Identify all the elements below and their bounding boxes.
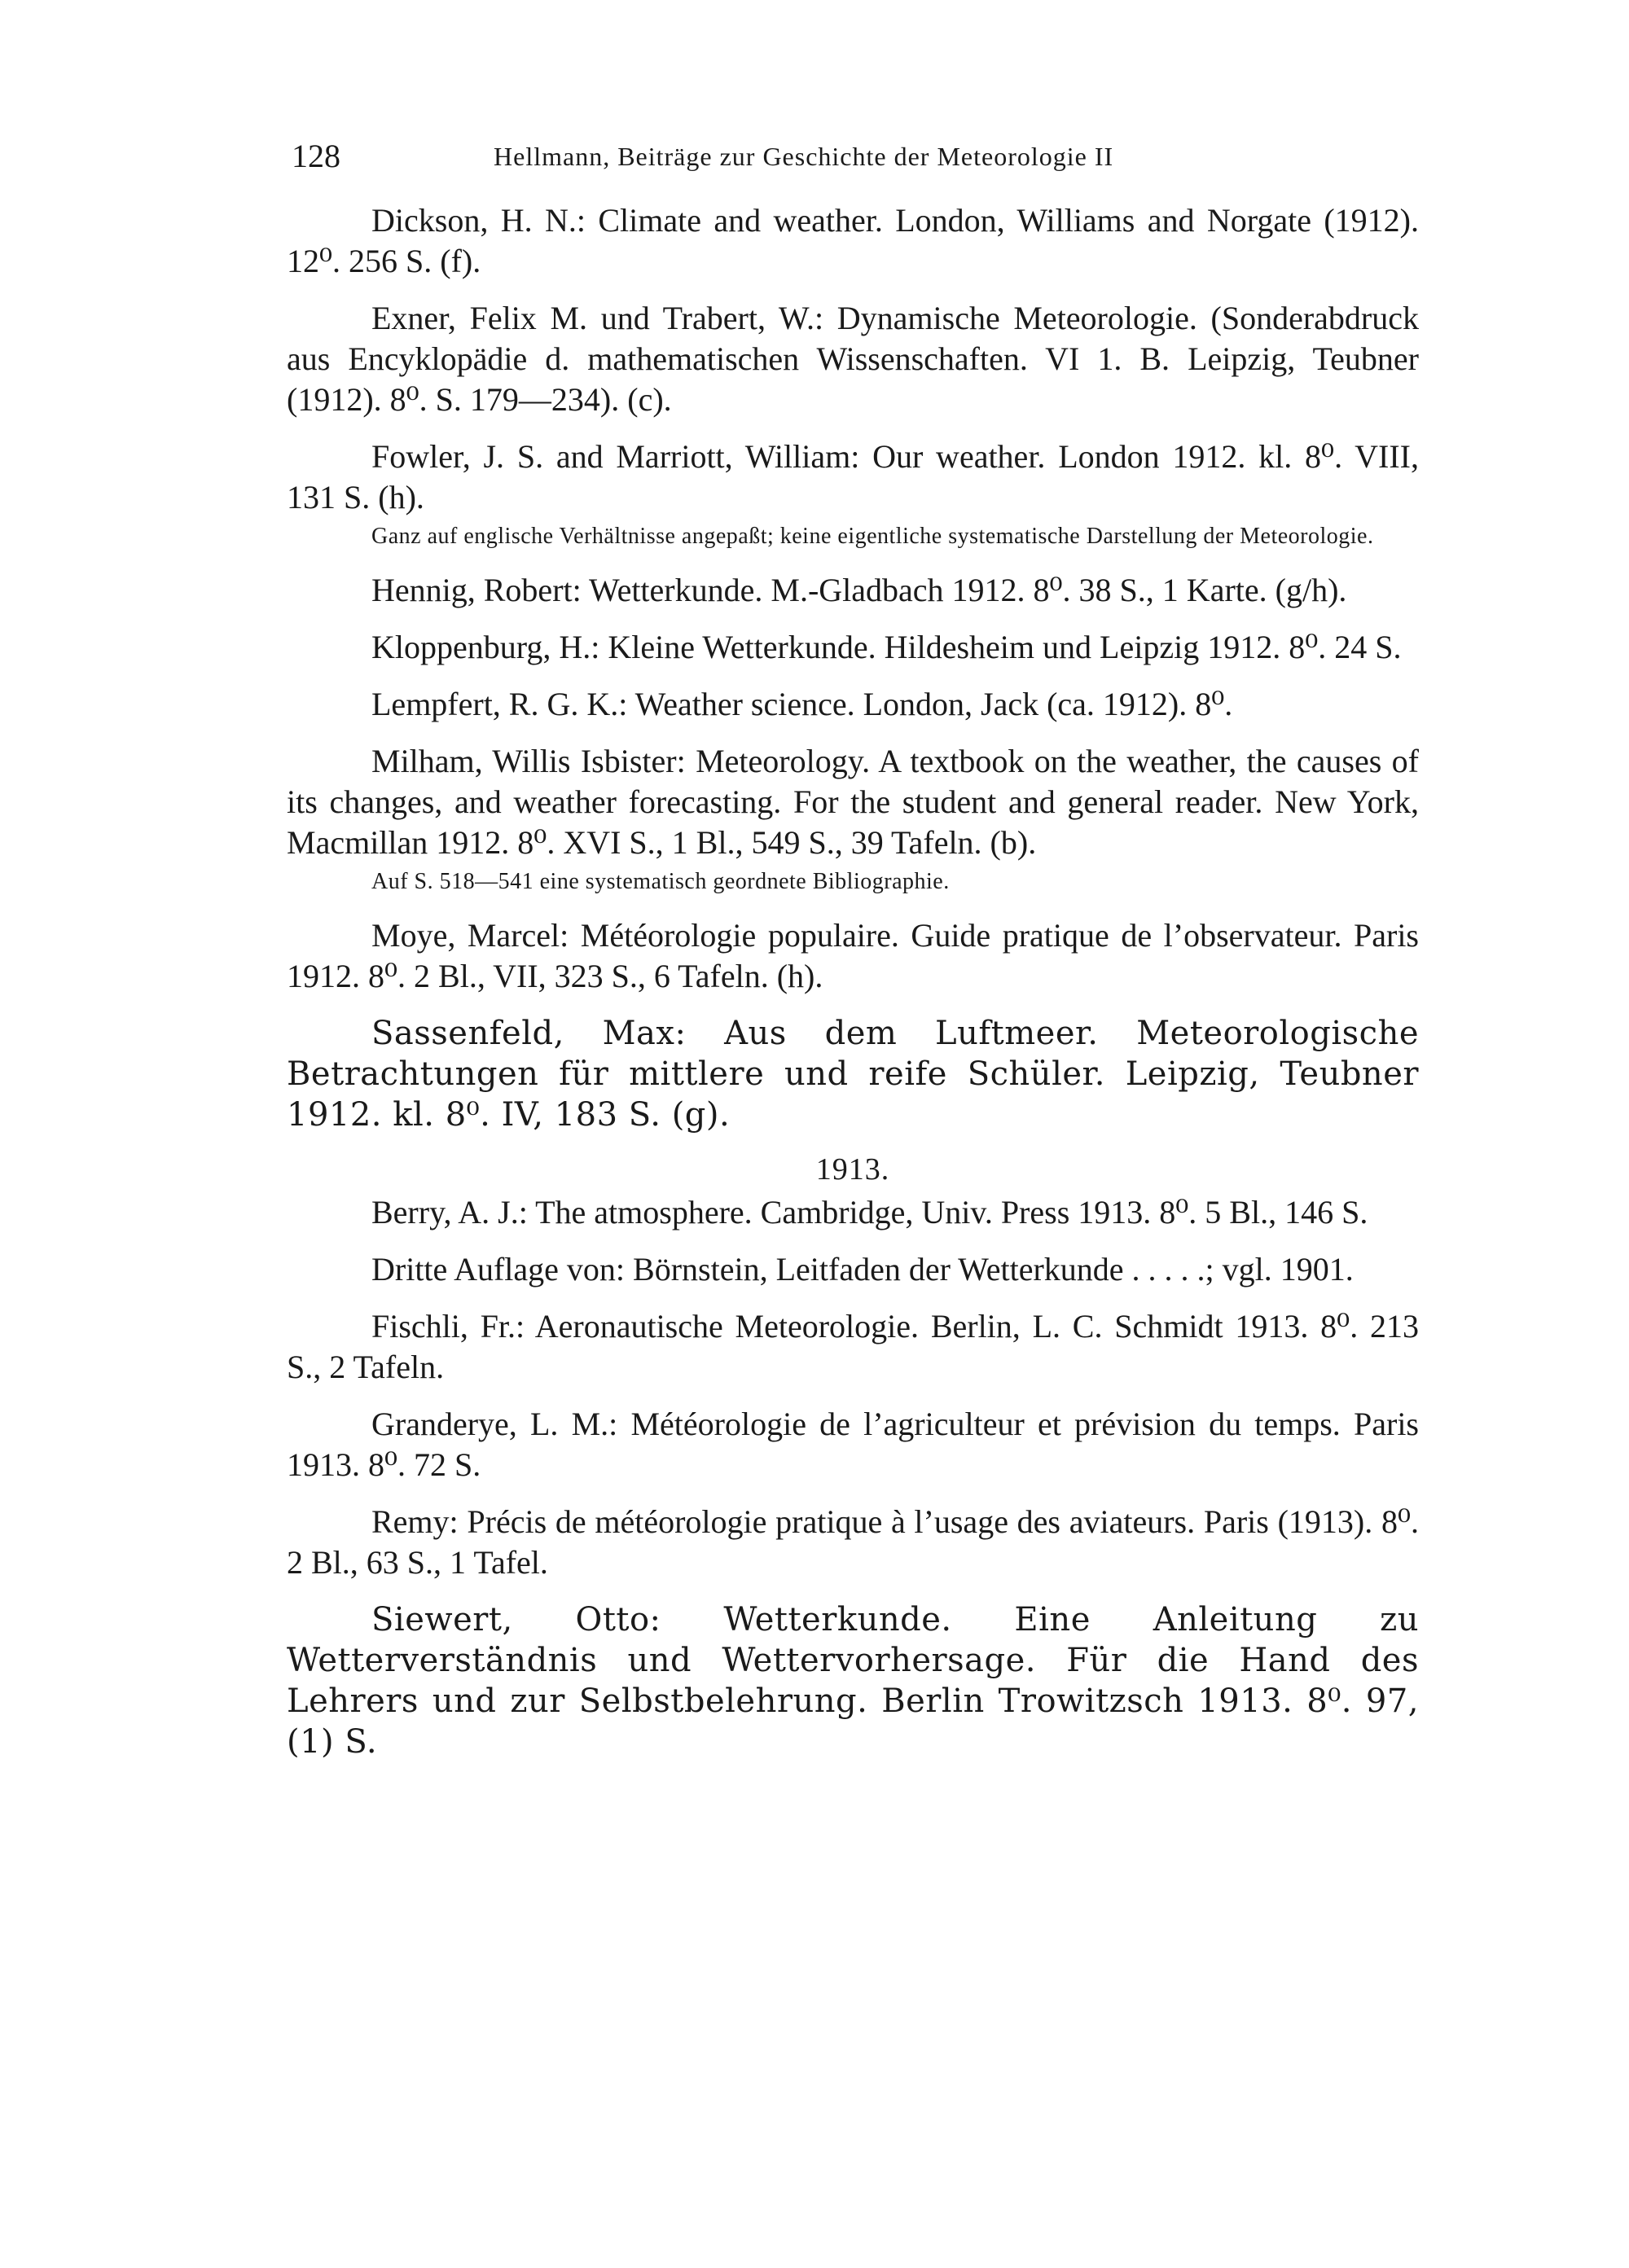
entry-berry: Berry, A. J.: The atmosphere. Cambridge, Univ. Press 1913. 8⁰. 5 Bl., 146 S.	[371, 1194, 1368, 1231]
running-title: Hellmann, Beiträge zur Geschichte der Meteorologie II	[494, 142, 1114, 171]
note-milham: Auf S. 518—541 eine systematisch geordnete Bibliographie.	[371, 869, 950, 894]
entry-granderye: Granderye, L. M.: Météorologie de l’agriculteur et prévision du temps. Paris 1913. 8⁰. 72 S.	[287, 1406, 1419, 1483]
entry-milham: Milham, Willis Isbister: Meteorology. A textbook on the weather, the causes of its changes, and weather forecasting. For the student and general reader. New York, Macmillan 1912. 8⁰. XVI S., 1 Bl., 549 S., 39 Tafeln. (b).	[287, 743, 1419, 861]
entry-exner: Exner, Felix M. und Trabert, W.: Dynamische Meteorologie. (Sonderabdruck aus Encyklopädie d. mathematischen Wissenschaften. VI 1. B. Leipzig, Teubner (1912). 8⁰. S. 179—234). (c).	[287, 300, 1419, 418]
year-heading: 1913.	[815, 1152, 890, 1187]
page-number: 128	[292, 138, 340, 174]
entry-hennig: Hennig, Robert: Wetterkunde. M.-Gladbach 1912. 8⁰. 38 S., 1 Karte. (g/h).	[371, 572, 1347, 608]
bibliography-list	[287, 200, 1419, 1779]
entry-remy: Remy: Précis de météorologie pratique à l’usage des aviateurs. Paris (1913). 8⁰. 2 Bl., 63 S., 1 Tafel.	[287, 1503, 1419, 1581]
entry-lempfert: Lempfert, R. G. K.: Weather science. London, Jack (ca. 1912). 8⁰.	[371, 686, 1233, 722]
entry-kloppenburg: Kloppenburg, H.: Kleine Wetterkunde. Hildesheim und Leipzig 1912. 8⁰. 24 S.	[371, 629, 1402, 665]
entry-fowler: Fowler, J. S. and Marriott, William: Our weather. London 1912. kl. 8⁰. VIII, 131 S. (h).	[287, 438, 1419, 515]
entry-dickson: Dickson, H. N.: Climate and weather. London, Williams and Norgate (1912). 12⁰. 256 S. (f).	[287, 202, 1419, 279]
entry-sassenfeld: Sassenfeld, Max: Aus dem Luftmeer. Meteorologische Betrachtungen für mittlere und reife Schüler. Leipzig, Teubner 1912. kl. 8⁰. IV, 183 S. (g).	[287, 1015, 1419, 1134]
entry-fischli: Fischli, Fr.: Aeronautische Meteorologie. Berlin, L. C. Schmidt 1913. 8⁰. 213 S., 2 Tafeln.	[287, 1308, 1419, 1385]
page-header	[292, 137, 1212, 178]
entry-moye: Moye, Marcel: Météorologie populaire. Guide pratique de l’observateur. Paris 1912. 8⁰. 2 Bl., VII, 323 S., 6 Tafeln. (h).	[287, 917, 1419, 994]
entry-dritte-auflage: Dritte Auflage von: Börnstein, Leitfaden der Wetterkunde . . . . .; vgl. 1901.	[371, 1251, 1354, 1288]
entry-siewert: Siewert, Otto: Wetterkunde. Eine Anleitung zu Wetterverständnis und Wettervorhersage. Für die Hand des Lehrers und zur Selbstbelehrung. Berlin Trowitzsch 1913. 8⁰. 97, (1) S.	[287, 1601, 1419, 1761]
note-fowler: Ganz auf englische Verhältnisse angepaßt; keine eigentliche systematische Darstellung der Meteorologie.	[371, 524, 1374, 549]
